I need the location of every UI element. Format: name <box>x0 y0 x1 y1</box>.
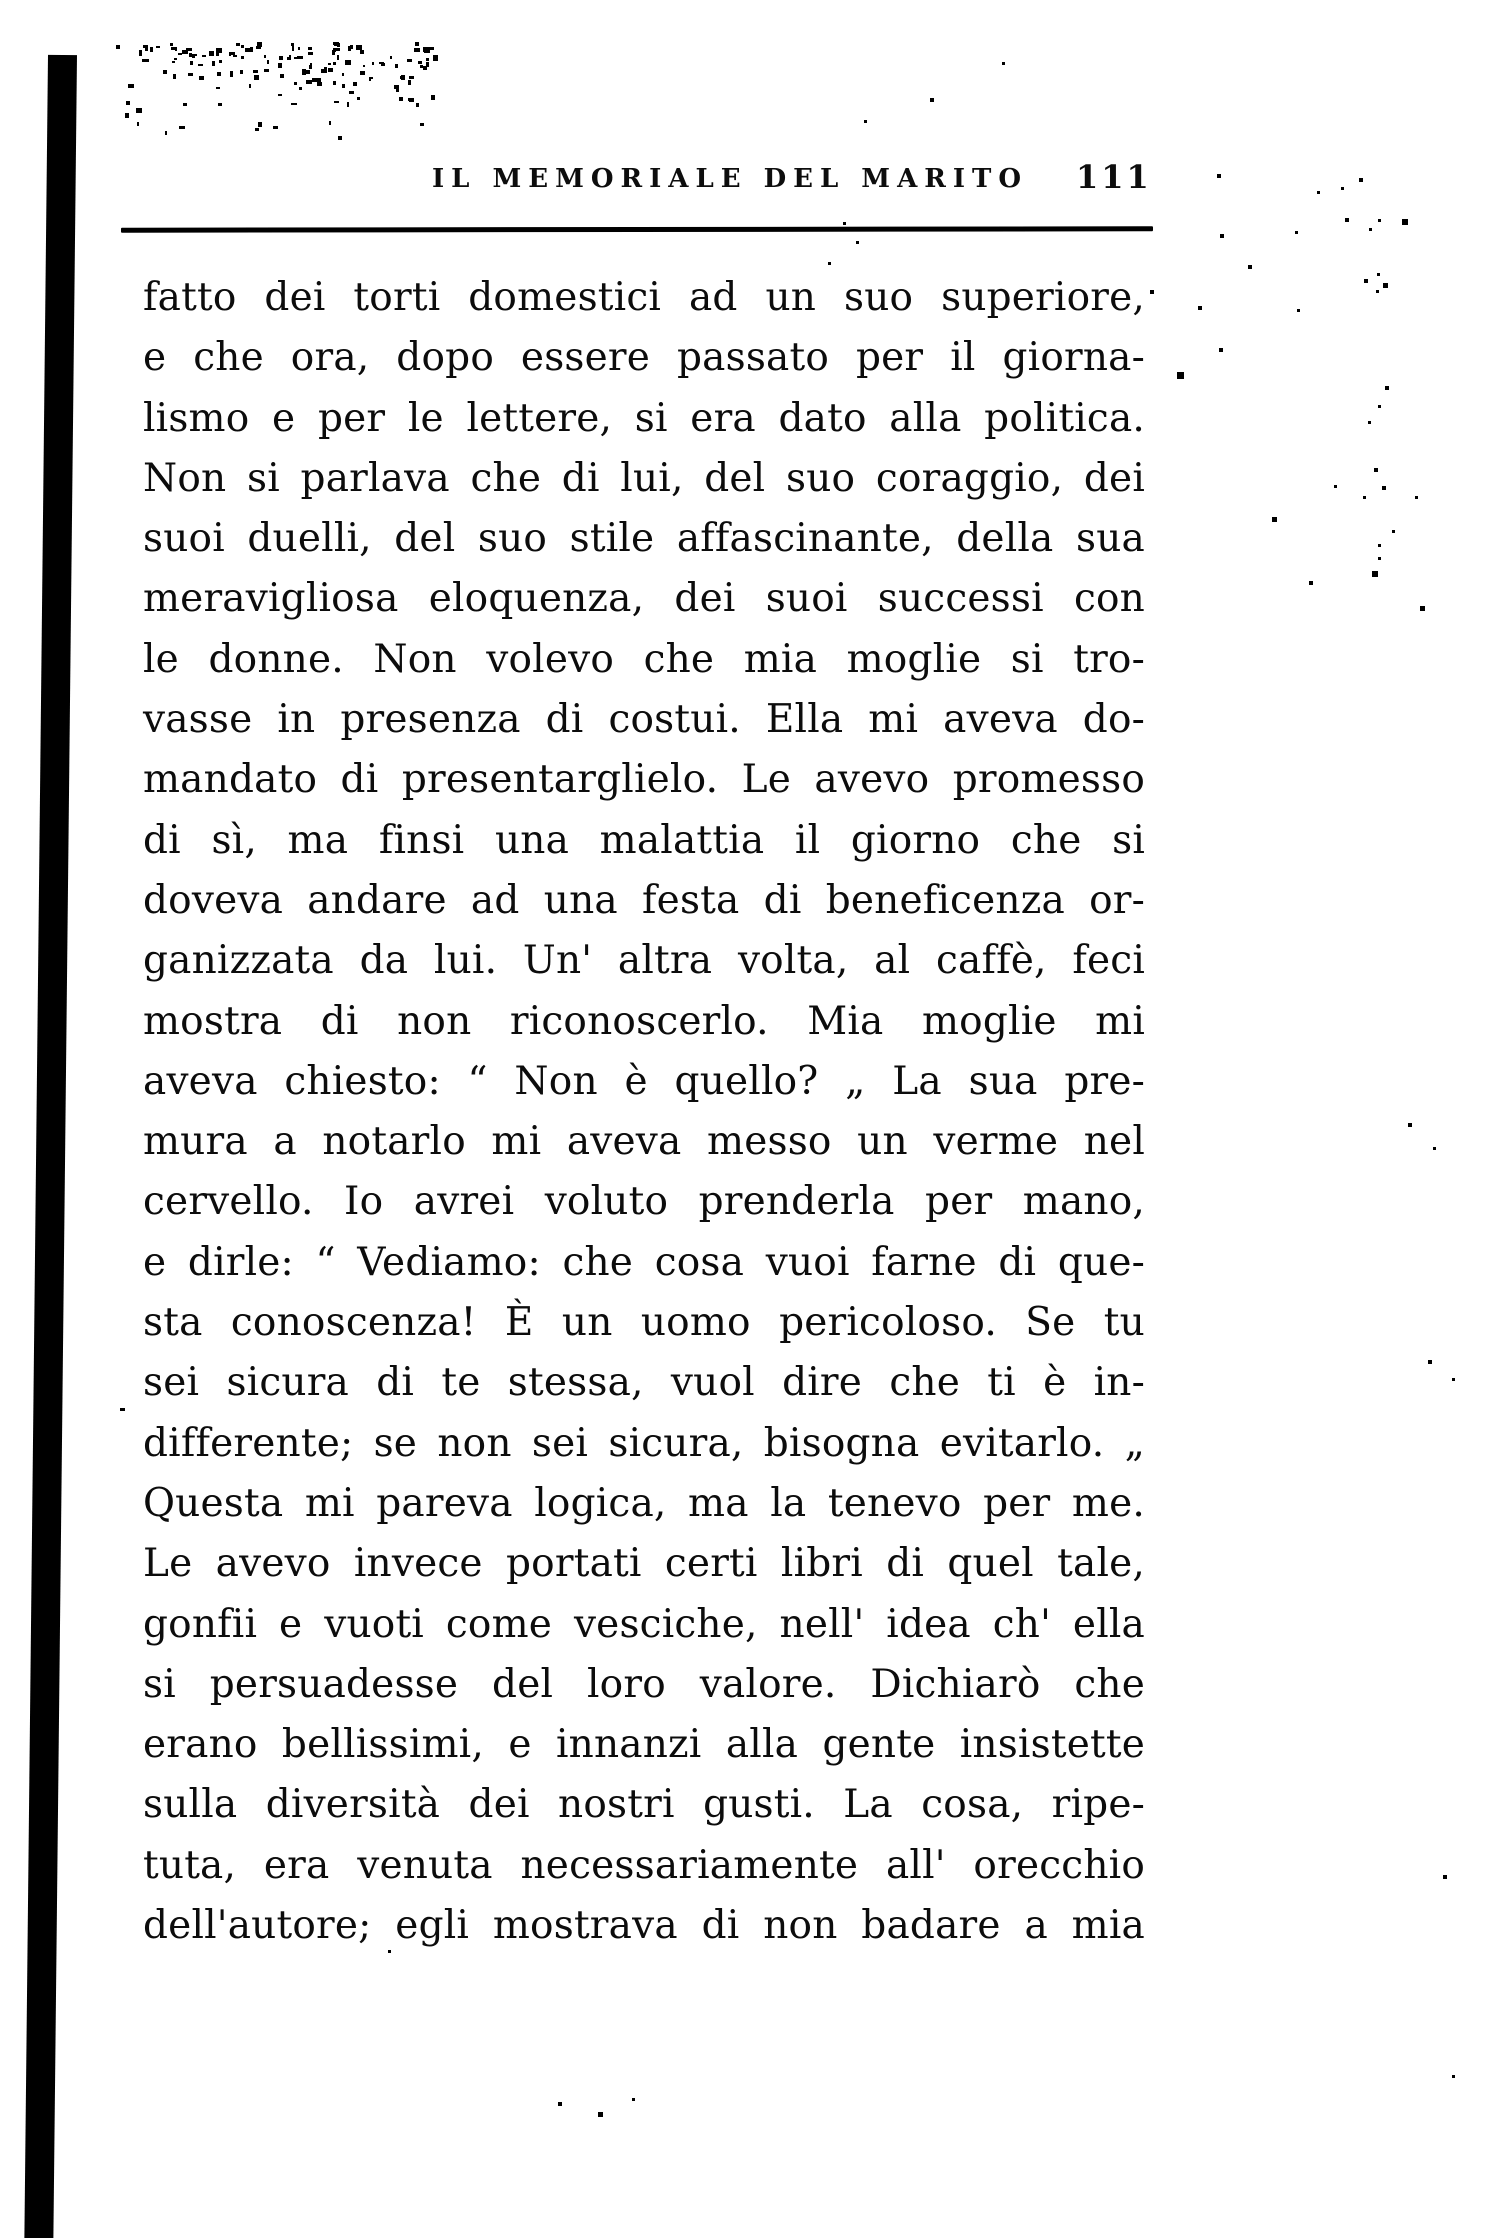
dust-speck <box>369 77 371 81</box>
text-line: di sì, ma finsi una malattia il giorno che si <box>143 817 1145 863</box>
dust-speck <box>116 45 120 49</box>
dust-speck <box>828 262 831 265</box>
dust-speck <box>171 47 177 51</box>
dust-speck <box>430 47 434 49</box>
dust-speck <box>1452 2075 1455 2078</box>
dust-speck <box>1377 273 1380 276</box>
dust-speck <box>187 48 192 50</box>
dust-speck <box>328 68 333 73</box>
dust-speck <box>216 87 219 89</box>
dust-speck <box>390 56 392 59</box>
dust-speck <box>394 85 399 90</box>
dust-speck <box>309 65 312 69</box>
text-line: le donne. Non volevo che mia moglie si tro- <box>143 636 1145 682</box>
dust-speck <box>1402 219 1408 225</box>
dust-speck <box>186 48 188 51</box>
dust-speck <box>229 52 231 56</box>
text-line: sei sicura di te stessa, vuol dire che ti è in- <box>143 1360 1145 1406</box>
dust-speck <box>360 50 364 54</box>
dust-speck <box>209 51 214 55</box>
dust-speck <box>930 98 934 102</box>
dust-speck <box>198 64 203 66</box>
dust-speck <box>279 56 283 61</box>
dust-speck <box>1415 496 1418 499</box>
dust-speck <box>126 101 130 105</box>
text-line: Non si parlava che di lui, del suo coraggio, dei <box>143 455 1145 501</box>
dust-speck <box>357 97 360 100</box>
dust-speck <box>172 61 175 63</box>
dust-speck <box>278 63 282 68</box>
dust-speck <box>1220 234 1224 238</box>
dust-speck <box>186 48 190 50</box>
dust-speck <box>423 66 426 70</box>
dust-speck <box>142 59 146 62</box>
text-line: si persuadesse del loro valore. Dichiarò che <box>143 1661 1145 1707</box>
dust-speck <box>216 48 222 53</box>
text-line: cervello. Io avrei voluto prenderla per mano, <box>143 1179 1145 1225</box>
dust-speck <box>363 65 365 67</box>
dust-speck <box>216 51 219 56</box>
dust-speck <box>257 42 262 47</box>
dust-speck <box>253 70 257 73</box>
header-rule <box>121 226 1153 232</box>
dust-speck <box>558 2102 562 2106</box>
dust-speck <box>256 46 262 48</box>
text-line: meravigliosa eloquenza, dei suoi successi con <box>143 576 1145 622</box>
dust-speck <box>1428 1360 1432 1364</box>
dust-speck <box>280 74 285 78</box>
dust-speck <box>179 126 184 129</box>
dust-speck <box>255 128 259 131</box>
dust-speck <box>125 113 129 118</box>
dust-speck <box>264 69 269 72</box>
dust-speck <box>174 58 177 60</box>
dust-speck <box>414 48 419 52</box>
dust-speck <box>308 52 313 55</box>
dust-speck <box>342 84 345 88</box>
dust-speck <box>415 42 418 46</box>
dust-speck <box>337 55 339 60</box>
dust-speck <box>170 43 173 47</box>
dust-speck <box>1272 517 1277 522</box>
dust-speck <box>1002 62 1005 65</box>
dust-speck <box>230 52 235 55</box>
dust-speck <box>249 84 251 88</box>
dust-speck <box>399 97 403 101</box>
dust-speck <box>254 75 260 80</box>
dust-speck <box>334 101 339 104</box>
dust-speck <box>1345 218 1349 222</box>
dust-speck <box>864 120 867 123</box>
dust-speck <box>598 2112 603 2117</box>
dust-speck <box>379 62 384 64</box>
dust-speck <box>372 62 374 65</box>
dust-speck <box>299 87 302 90</box>
dust-speck <box>1376 290 1379 293</box>
dust-speck <box>1382 486 1386 490</box>
text-line: gonfii e vuoti come vesciche, nell' idea ch' ella <box>143 1601 1145 1647</box>
dust-speck <box>1219 348 1223 352</box>
dust-speck <box>202 55 206 57</box>
dust-speck <box>145 59 149 62</box>
dust-speck <box>433 55 438 60</box>
text-line: fatto dei torti domestici ad un suo superiore, <box>143 275 1145 320</box>
dust-speck <box>145 48 148 51</box>
dust-speck <box>267 60 269 65</box>
dust-speck <box>1378 557 1381 560</box>
dust-speck <box>258 122 262 127</box>
dust-speck <box>219 60 222 63</box>
dust-speck <box>1378 405 1381 408</box>
dust-speck <box>1433 1147 1436 1150</box>
dust-speck <box>409 98 414 102</box>
dust-speck <box>329 121 331 125</box>
dust-speck <box>212 61 215 65</box>
dust-speck <box>182 50 187 54</box>
dust-speck <box>426 62 428 67</box>
dust-speck <box>416 103 419 107</box>
dust-speck <box>400 76 404 78</box>
dust-speck <box>1378 544 1381 547</box>
text-line: erano bellissimi, e innanzi alla gente insistette <box>143 1722 1145 1768</box>
dust-speck <box>342 73 344 76</box>
dust-speck <box>137 122 139 127</box>
dust-speck <box>308 47 312 50</box>
dust-speck <box>1309 581 1313 585</box>
text-line: e che ora, dopo essere passato per il giorna- <box>143 335 1145 381</box>
dust-speck <box>199 76 204 80</box>
dust-speck <box>332 50 335 55</box>
dust-speck <box>1334 485 1337 488</box>
text-line: sulla diversità dei nostri gusti. La cosa, ripe- <box>143 1782 1145 1828</box>
text-line: tuta, era venuta necessariamente all' orecchio <box>143 1842 1145 1888</box>
text-line: suoi duelli, del suo stile affascinante, della sua <box>143 516 1145 562</box>
dust-speck <box>347 102 349 107</box>
dust-speck <box>136 108 142 113</box>
dust-speck <box>183 103 188 105</box>
dust-speck <box>321 69 327 73</box>
dust-speck <box>345 60 349 65</box>
dust-speck <box>337 43 340 47</box>
dust-speck <box>317 82 322 86</box>
dust-speck <box>396 89 398 93</box>
text-line: aveva chiesto: “ Non è quello? „ La sua pre- <box>143 1058 1145 1104</box>
dust-speck <box>291 43 293 45</box>
dust-speck <box>424 47 429 52</box>
dust-speck <box>1392 530 1395 533</box>
dust-speck <box>305 70 310 74</box>
dust-speck <box>294 57 300 59</box>
dust-speck <box>1248 265 1252 269</box>
dust-speck <box>409 76 415 80</box>
text-line: doveva andare ad una festa di beneficenza or- <box>143 877 1145 923</box>
dust-speck <box>236 43 240 46</box>
dust-speck <box>120 1408 125 1411</box>
dust-speck <box>423 47 429 52</box>
dust-speck <box>217 72 222 75</box>
dust-speck <box>371 77 374 79</box>
text-line: mura a notarlo mi aveva messo un verme nel <box>143 1119 1145 1165</box>
dust-speck <box>381 63 385 66</box>
dust-speck <box>173 74 176 79</box>
dust-speck <box>1385 386 1389 390</box>
dust-speck <box>150 47 153 52</box>
dust-speck <box>292 46 294 51</box>
dust-speck <box>1372 571 1378 577</box>
text-line: ganizzata da lui. Un' altra volta, al caffè, feci <box>143 938 1145 984</box>
dust-speck <box>156 46 161 48</box>
dust-speck <box>278 94 281 97</box>
dust-speck <box>245 48 250 52</box>
dust-speck <box>350 45 353 49</box>
dust-speck <box>347 60 352 64</box>
dust-speck <box>360 71 365 74</box>
dust-speck <box>408 98 412 101</box>
dust-speck <box>241 45 245 48</box>
dust-speck <box>349 91 354 93</box>
dust-speck <box>306 80 312 84</box>
dust-speck <box>178 53 182 56</box>
dust-speck <box>233 55 237 58</box>
dust-speck <box>420 123 424 127</box>
dust-speck <box>336 48 339 51</box>
dust-speck <box>1297 309 1300 312</box>
dust-speck <box>139 50 143 55</box>
dust-speck <box>230 71 233 76</box>
dust-speck <box>310 63 313 66</box>
dust-speck <box>312 78 316 82</box>
dust-speck <box>333 62 336 65</box>
dust-speck <box>1452 1378 1455 1381</box>
dust-speck <box>287 57 291 61</box>
dust-speck <box>294 82 296 85</box>
text-line: Questa mi pareva logica, ma la tenevo per me. <box>143 1480 1145 1526</box>
dust-speck <box>289 55 291 59</box>
text-line: dell'autore; egli mostrava di non badare a mia <box>143 1903 1145 1949</box>
text-line: differente; se non sei sicura, bisogna evitarlo. „ <box>143 1420 1145 1466</box>
dust-speck <box>1198 306 1202 310</box>
text-line: vasse in presenza di costui. Ella mi aveva do- <box>143 697 1145 743</box>
dust-speck <box>1408 1123 1412 1127</box>
dust-speck <box>128 84 134 88</box>
dust-speck <box>218 103 222 106</box>
text-line: mostra di non riconoscerlo. Mia moglie mi <box>143 998 1145 1044</box>
dust-speck <box>843 222 846 225</box>
dust-speck <box>324 67 327 72</box>
dust-speck <box>175 48 178 51</box>
dust-speck <box>1177 372 1184 379</box>
dust-speck <box>1443 1875 1447 1879</box>
dust-speck <box>1363 496 1366 499</box>
dust-speck <box>353 82 357 86</box>
dust-speck <box>143 45 148 48</box>
dust-speck <box>333 81 336 85</box>
dust-speck <box>338 136 341 140</box>
dust-speck <box>1420 606 1425 611</box>
text-line: lismo e per le lettere, si era dato alla politica. <box>143 395 1145 441</box>
body-text-block <box>143 268 1145 1956</box>
dust-speck <box>424 67 427 70</box>
dust-speck <box>1378 219 1381 222</box>
dust-speck <box>334 42 338 46</box>
dust-speck <box>241 56 244 59</box>
dust-speck <box>1383 283 1388 288</box>
dust-speck <box>1150 290 1154 294</box>
dust-speck <box>1295 231 1298 234</box>
dust-speck <box>1369 228 1372 231</box>
dust-speck <box>190 61 193 65</box>
running-title: IL MEMORIALE DEL MARITO <box>432 164 1029 194</box>
dust-speck <box>401 75 405 80</box>
dust-speck <box>333 42 338 45</box>
text-line: sta conoscenza! È un uomo pericoloso. Se tu <box>143 1300 1145 1346</box>
dust-speck <box>250 47 253 52</box>
dust-speck <box>240 70 243 74</box>
dust-speck <box>192 55 194 58</box>
dust-speck <box>408 80 411 85</box>
dust-speck <box>348 46 351 51</box>
dust-speck <box>188 73 193 76</box>
dust-speck <box>1368 421 1371 424</box>
page-number: 111 <box>1076 158 1152 196</box>
dust-speck <box>1364 279 1368 283</box>
dust-speck <box>420 65 423 68</box>
dust-speck <box>1374 468 1378 472</box>
dust-speck <box>328 63 331 65</box>
dust-speck <box>632 2098 635 2101</box>
text-line: e dirle: “ Vediamo: che cosa vuoi farne di que- <box>143 1239 1145 1285</box>
dust-speck <box>856 241 859 244</box>
dust-speck <box>431 95 435 100</box>
dust-speck <box>273 126 278 129</box>
dust-speck <box>356 45 361 50</box>
binding-shadow-bar <box>24 55 77 2238</box>
text-line: mandato di presentarglielo. Le avevo promesso <box>143 757 1145 803</box>
running-header <box>0 158 1498 210</box>
text-line: Le avevo invece portati certi libri di quel tale, <box>143 1541 1145 1587</box>
dust-speck <box>426 58 429 62</box>
dust-speck <box>298 47 300 50</box>
dust-speck <box>191 54 197 56</box>
dust-speck <box>395 64 398 68</box>
dust-speck <box>163 70 167 74</box>
dust-speck <box>297 56 303 59</box>
dust-speck <box>189 53 192 57</box>
dust-speck <box>316 78 321 82</box>
dust-speck <box>333 48 336 53</box>
dust-speck <box>264 55 267 58</box>
dust-speck <box>302 69 305 74</box>
dust-speck <box>165 131 167 135</box>
dust-speck <box>291 103 296 105</box>
dust-speck <box>418 61 421 64</box>
dust-speck <box>407 59 412 62</box>
